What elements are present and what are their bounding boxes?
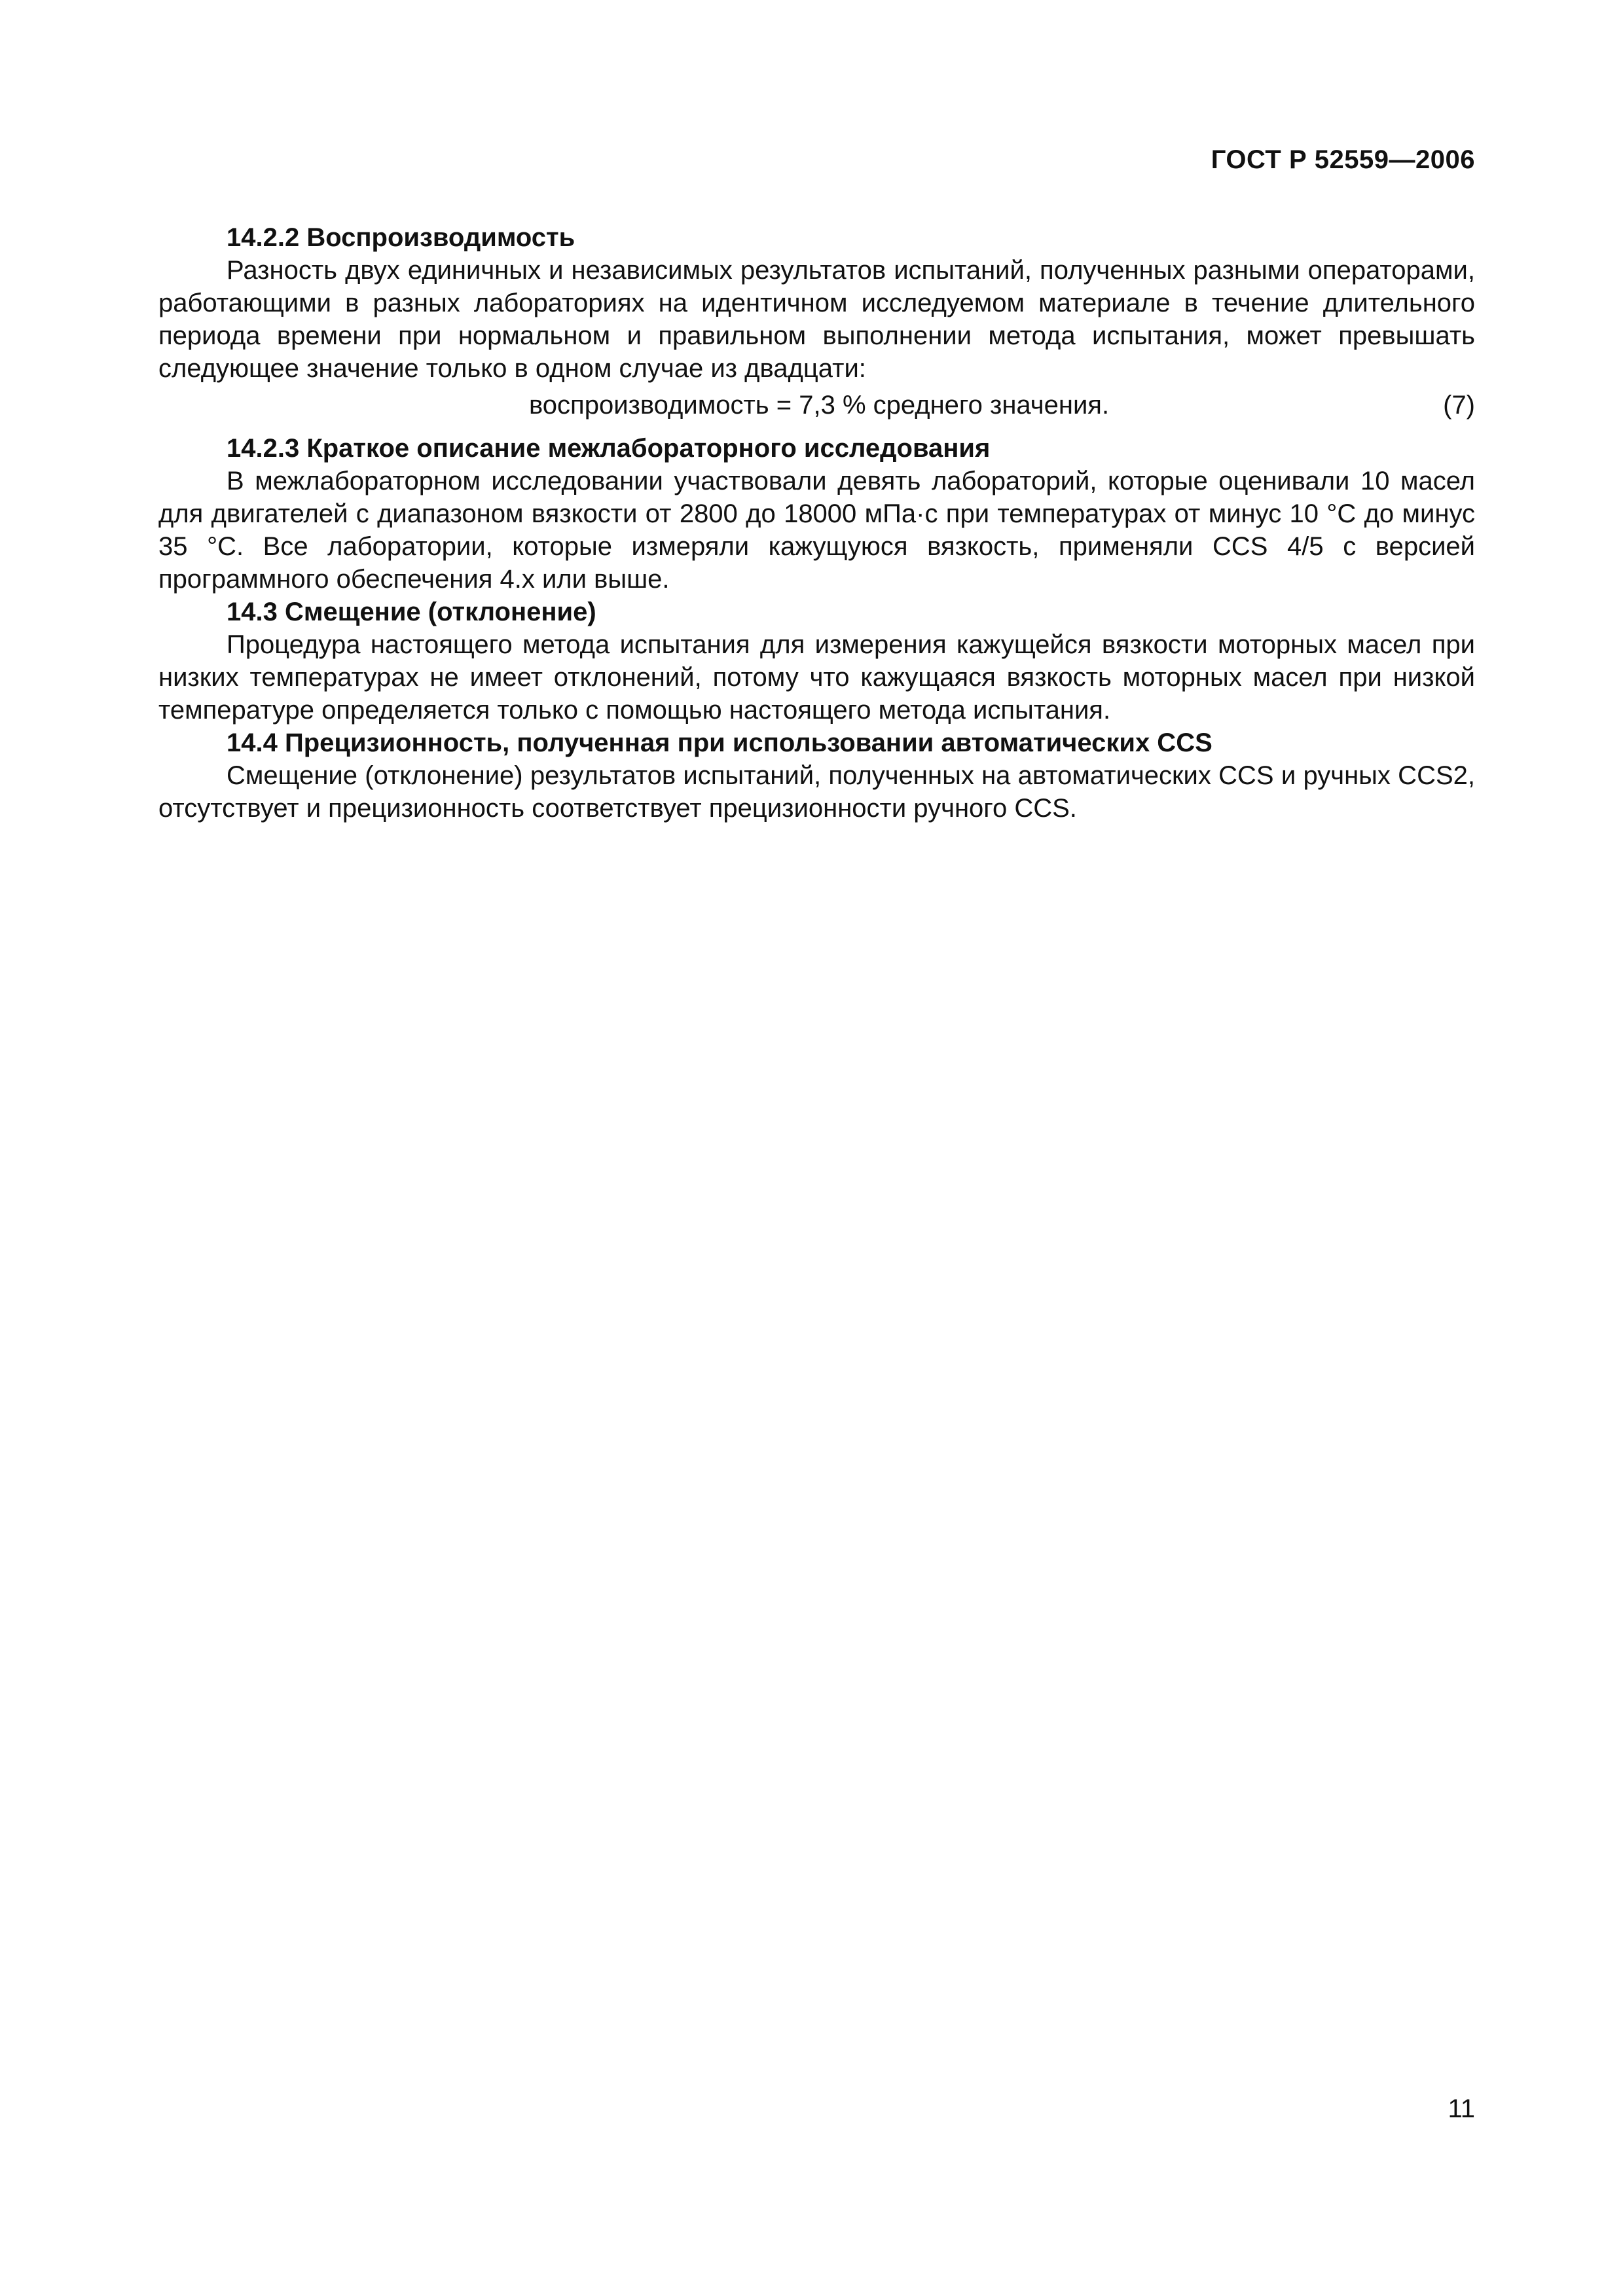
- section-text-14-2-2: Разность двух единичных и независимых результатов испытаний, полученных разными операторами, работающими в разных лабораториях на идентичном исследуемом материале в течение длительного периода времени при нормальном и правильном выполнении метода испытания, может превышать следующее значение только в одном случае из двадцати:: [158, 256, 1475, 383]
- document-body: [158, 221, 1475, 825]
- document-header-standard-id: ГОСТ Р 52559—2006: [1211, 145, 1475, 174]
- section-heading-14-3: 14.3 Смещение (отклонение): [227, 598, 596, 626]
- formula-number: (7): [1443, 391, 1475, 420]
- section-heading-14-4: 14.4 Прецизионность, полученная при использовании автоматических CCS: [227, 728, 1213, 757]
- section-text-14-4: Смещение (отклонение) результатов испытаний, полученных на автоматических CCS и ручных CCS2, отсутствует и прецизионность соответствует прецизионности ручного CCS.: [158, 761, 1475, 823]
- section-heading-14-2-2: 14.2.2 Воспроизводимость: [227, 223, 575, 252]
- section-heading-14-2-3: 14.2.3 Краткое описание межлабораторного исследования: [227, 434, 991, 463]
- formula-reproducibility: [158, 389, 1475, 422]
- page-number: 11: [1448, 2094, 1475, 2123]
- section-text-14-3: Процедура настоящего метода испытания для измерения кажущейся вязкости моторных масел при низких температурах не имеет отклонений, потому что кажущаяся вязкость моторных масел при низкой температуре определяется только с помощью настоящего метода испытания.: [158, 630, 1475, 725]
- section-text-14-2-3: В межлабораторном исследовании участвовали девять лабораторий, которые оценивали 10 масел для двигателей с диапазоном вязкости от 2800 до 18000 мПа·с при температурах от минус 10 °С до минус 35 °С. Все лаборатории, которые измеряли кажущуюся вязкость, применяли CCS 4/5 с версией программного обеспечения 4.x или выше.: [158, 467, 1475, 594]
- formula-text: воспроизводимость = 7,3 % среднего значения.: [529, 391, 1110, 420]
